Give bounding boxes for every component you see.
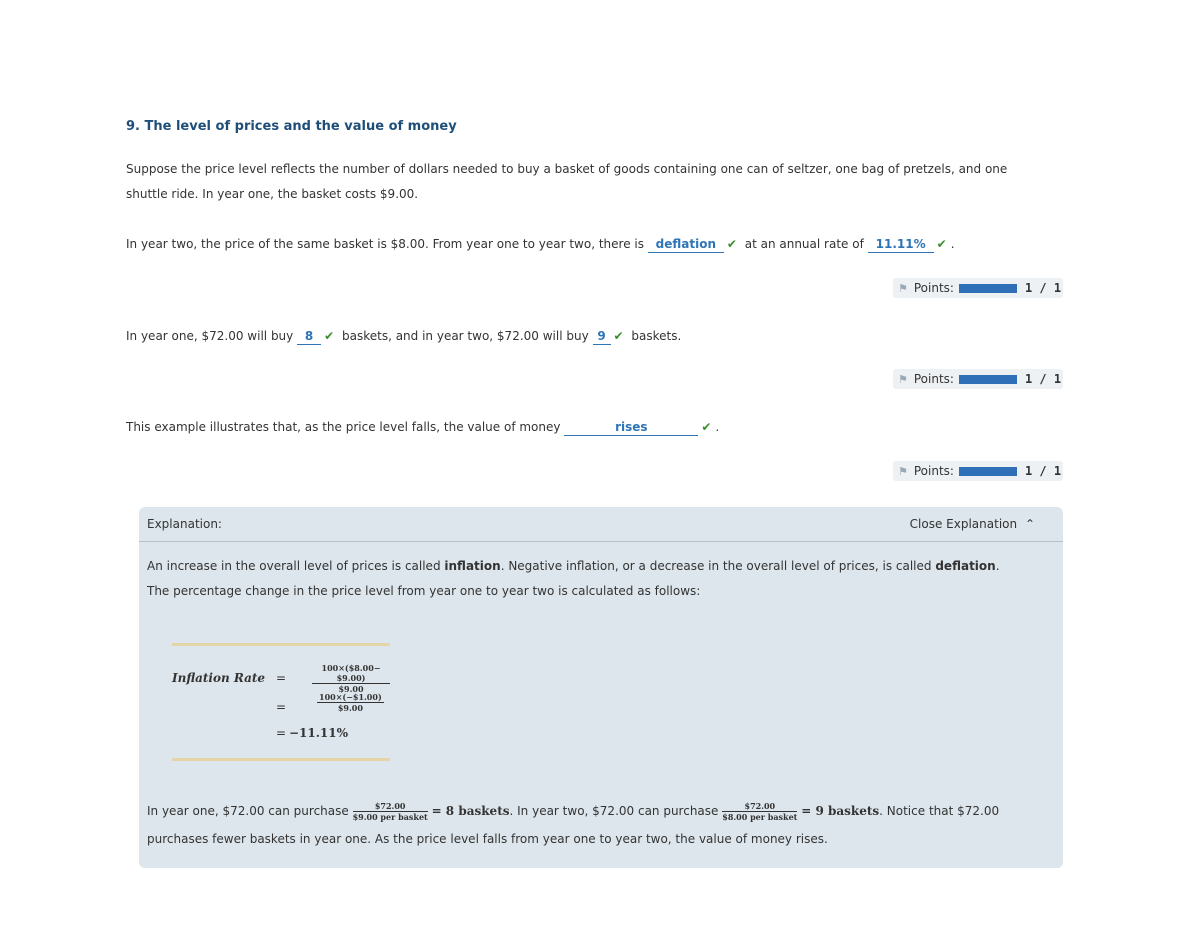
check-icon: ✔ <box>324 329 335 343</box>
year-two-baskets-result: = 9 baskets <box>801 804 880 818</box>
question-intro <box>126 157 1007 207</box>
part1-text-middle: at an annual rate of <box>744 237 864 251</box>
formula-fraction-2 <box>317 692 384 713</box>
deflation-answer-field[interactable]: deflation <box>648 237 724 253</box>
fraction-numerator: $72.00 <box>353 801 428 812</box>
text: . Negative inflation, or a decrease in the overall level of prices, is called <box>500 559 932 573</box>
flag-icon[interactable]: ⚑ <box>898 372 908 386</box>
check-icon: ✔ <box>701 420 712 434</box>
points-progress-bar <box>959 467 1017 476</box>
fraction-denominator: $9.00 <box>338 684 364 694</box>
explanation-para-3 <box>147 797 1057 853</box>
question-title: 9. The level of prices and the value of money <box>126 119 457 134</box>
points-label: Points: <box>913 372 954 386</box>
flag-icon[interactable]: ⚑ <box>898 281 908 295</box>
flag-icon[interactable]: ⚑ <box>898 464 908 478</box>
part2-sentence <box>126 324 681 349</box>
part2-text-end: baskets. <box>631 329 682 343</box>
fraction-year-one <box>353 801 428 822</box>
inflation-formula <box>172 643 390 761</box>
part2-text-before: In year one, $72.00 will buy <box>126 329 294 343</box>
points-label: Points: <box>913 464 954 478</box>
points-label: Points: <box>913 281 954 295</box>
part3-text-before: This example illustrates that, as the price level falls, the value of money <box>126 420 561 434</box>
fraction-denominator: $9.00 per basket <box>352 812 428 822</box>
formula-label: Inflation Rate <box>172 671 266 685</box>
part3-sentence <box>126 415 719 440</box>
text: An increase in the overall level of prices is called <box>147 559 441 573</box>
value-of-money-dropdown[interactable]: rises <box>564 420 698 436</box>
explanation-panel <box>139 507 1063 868</box>
equals-sign: = <box>276 726 287 740</box>
intro-line-2: shuttle ride. In year one, the basket costs $9.00. <box>126 187 419 201</box>
part2-text-middle: baskets, and in year two, $72.00 will buy <box>341 329 589 343</box>
text: . <box>995 559 1000 573</box>
text: . In year two, $72.00 can purchase <box>509 804 719 818</box>
close-explanation-button[interactable] <box>910 517 1035 531</box>
fraction-numerator: $72.00 <box>722 801 797 812</box>
explanation-para-2: The percentage change in the price level from year one to year two is calculated as follows: <box>147 584 701 598</box>
explanation-body <box>147 554 1047 604</box>
points-display-3 <box>893 461 1063 481</box>
fraction-year-two <box>722 801 797 822</box>
intro-line-1: Suppose the price level reflects the number of dollars needed to buy a basket of goods containing one can of seltzer, one bag of pretzels, and one <box>126 162 1008 176</box>
formula-result: −11.11% <box>289 726 349 740</box>
points-score: 1 / 1 <box>1024 464 1062 478</box>
chevron-up-icon: ⌃ <box>1024 517 1035 531</box>
fraction-denominator: $9.00 <box>337 703 363 713</box>
points-progress-bar <box>959 375 1017 384</box>
explanation-para-4: purchases fewer baskets in year one. As the price level falls from year one to year two, the value of money rises. <box>147 832 828 846</box>
points-score: 1 / 1 <box>1024 372 1062 386</box>
fraction-numerator: 100×(−$1.00) <box>319 692 382 702</box>
fraction-denominator: $8.00 per basket <box>722 812 798 822</box>
points-score: 1 / 1 <box>1024 281 1062 295</box>
explanation-para-1 <box>147 554 1047 579</box>
check-icon: ✔ <box>613 329 624 343</box>
points-display-2 <box>893 369 1063 389</box>
part1-text-before: In year two, the price of the same basket is $8.00. From year one to year two, there is <box>126 237 644 251</box>
explanation-label: Explanation: <box>147 517 222 531</box>
part1-period: . <box>950 237 955 251</box>
text: In year one, $72.00 can purchase <box>147 804 349 818</box>
points-progress-bar <box>959 284 1017 293</box>
close-explanation-label: Close Explanation <box>909 517 1018 531</box>
check-icon: ✔ <box>936 237 947 251</box>
fraction-numerator: 100×($8.00−$9.00) <box>312 663 390 684</box>
part3-period: . <box>715 420 720 434</box>
formula-fraction-1 <box>312 663 390 694</box>
explanation-header <box>139 507 1063 542</box>
check-icon: ✔ <box>726 237 737 251</box>
year-one-baskets-result: = 8 baskets <box>431 804 510 818</box>
rate-answer-field[interactable]: 11.11% <box>868 237 934 253</box>
text: . Notice that $72.00 <box>879 804 1000 818</box>
equals-sign: = <box>276 700 287 714</box>
points-display-1 <box>893 278 1063 298</box>
year-two-baskets-field[interactable]: 9 <box>593 329 611 345</box>
part1-sentence <box>126 232 955 257</box>
baskets-line <box>147 797 1057 825</box>
year-one-baskets-field[interactable]: 8 <box>297 329 321 345</box>
equals-sign: = <box>276 671 287 685</box>
term-deflation: deflation <box>935 559 996 573</box>
term-inflation: inflation <box>444 559 501 573</box>
